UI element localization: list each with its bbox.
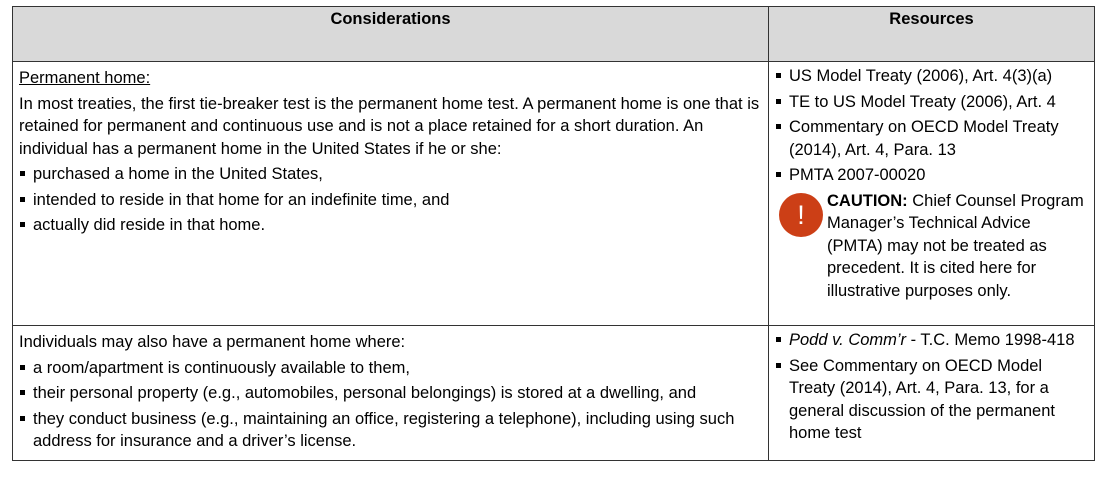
resource-list xyxy=(775,65,1088,187)
caution-text: Chief Counsel Program Manager’s Technical Advice (PMTA) may not be treated as precedent. It is cited here for illustrative purposes only. xyxy=(827,191,1084,300)
header-resources: Resources xyxy=(769,7,1095,62)
list-item: their personal property (e.g., automobiles, personal belongings) is stored at a dwelling, and xyxy=(19,382,760,405)
resources-cell xyxy=(769,326,1095,461)
list-item xyxy=(775,329,1088,352)
list-item: Commentary on OECD Model Treaty (2014), Art. 4, Para. 13 xyxy=(775,116,1088,161)
paragraph: In most treaties, the first tie-breaker test is the permanent home test. A permanent home is one that is retained for permanent and continuous use and is not a place retained for a short duration. An individual has a permanent home in the United States if he or she: xyxy=(19,94,760,158)
exclamation-icon: ! xyxy=(779,193,823,237)
considerations-cell xyxy=(13,62,769,326)
bullet-list xyxy=(19,163,760,237)
considerations-table xyxy=(12,6,1095,461)
list-item: US Model Treaty (2006), Art. 4(3)(a) xyxy=(775,65,1088,88)
caution-note xyxy=(775,190,1088,303)
header-considerations: Considerations xyxy=(13,7,769,62)
paragraph: Individuals may also have a permanent home where: xyxy=(19,333,406,351)
resource-list xyxy=(775,329,1088,445)
case-cite: - T.C. Memo 1998-418 xyxy=(906,331,1075,349)
considerations-cell xyxy=(13,326,769,461)
table-row xyxy=(13,62,1095,326)
bullet-list xyxy=(19,357,760,453)
list-item: TE to US Model Treaty (2006), Art. 4 xyxy=(775,91,1088,114)
caution-label: CAUTION: xyxy=(827,191,908,210)
case-name: Podd v. Comm’r xyxy=(789,331,907,349)
list-item: a room/apartment is continuously available to them, xyxy=(19,357,760,380)
list-item: actually did reside in that home. xyxy=(19,214,760,237)
table-row xyxy=(13,326,1095,461)
section-heading: Permanent home: xyxy=(19,69,151,87)
header-row xyxy=(13,7,1095,62)
list-item: they conduct business (e.g., maintaining an office, registering a telephone), including using such address for insurance and a driver’s license. xyxy=(19,408,760,453)
list-item: purchased a home in the United States, xyxy=(19,163,760,186)
list-item: PMTA 2007-00020 xyxy=(775,164,1088,187)
list-item: intended to reside in that home for an indefinite time, and xyxy=(19,189,760,212)
resources-cell xyxy=(769,62,1095,326)
list-item: See Commentary on OECD Model Treaty (2014), Art. 4, Para. 13, for a general discussion of the permanent home test xyxy=(775,355,1088,445)
